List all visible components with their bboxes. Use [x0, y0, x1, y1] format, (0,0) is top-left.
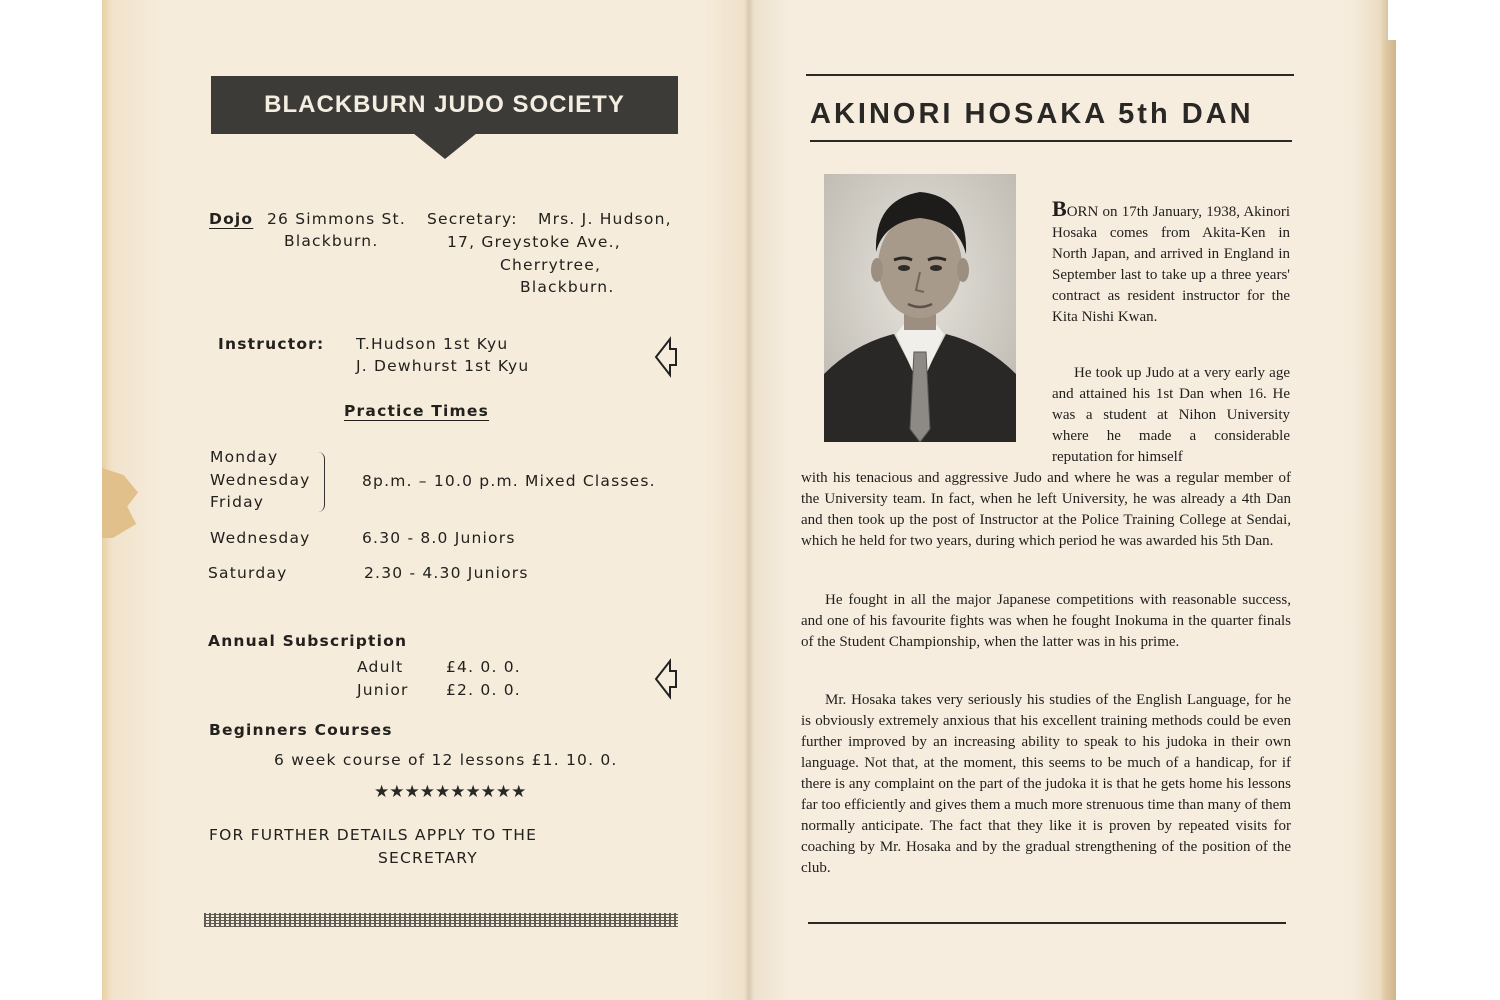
society-banner [211, 76, 678, 134]
practice-day-monday: Monday [210, 448, 279, 466]
practice-day-friday: Friday [210, 493, 265, 511]
practice-extra-detail-2: 2.30 - 4.30 Juniors [364, 564, 529, 582]
subscription-fee-adult: £4. 0. 0. [446, 658, 521, 676]
portrait-photo [824, 174, 1016, 442]
dojo-address-line-1: 26 Simmons St. [267, 210, 406, 228]
decorative-border [204, 913, 678, 927]
banner-arrow-icon [413, 133, 477, 159]
instructor-label: Instructor: [218, 335, 325, 353]
hollow-arrow-icon [654, 658, 678, 700]
dojo-address-line-2: Blackburn. [284, 232, 379, 250]
beginners-detail: 6 week course of 12 lessons £1. 10. 0. [274, 751, 618, 769]
bio-paragraph-2-part-2: with his tenacious and aggressive Judo and where he was a regular member of the University team. In fact, when he left University, he was already a 4th Dan and then took up the post of Instructor at the Police Training College at Sendai, which he held for two years, during which period he was awarded his 5th Dan. [801, 470, 1291, 549]
bio-paragraph-4: Mr. Hosaka takes very seriously his studies of the English Language, for he is obviously extremely anxious that his excellent training methods could be even further improved by an increasing ability to speak to his judoka in their own language. Not that, at the moment, this seems to be much of a handicap, for if there is any complaint on the part of the judoka it is that he gets home his lessons far too efficiently and gives them a much more strenuous time than many of them normally anticipate. The fact that they like it is proven by repeated visits for coaching by Mr. Hosaka and by the gradual strengthening of the position of the club. [801, 692, 1291, 876]
heading-rule [810, 140, 1292, 142]
secretary-address-line-3: Blackburn. [520, 278, 615, 296]
subscription-fee-junior: £2. 0. 0. [446, 681, 521, 699]
instructor-1: T.Hudson 1st Kyu [356, 335, 509, 353]
dropcap: B [1052, 196, 1067, 221]
footer-line-1: FOR FURTHER DETAILS APPLY TO THE [209, 826, 538, 844]
subscription-heading: Annual Subscription [208, 632, 408, 650]
portrait-image [824, 174, 1016, 442]
practice-times-heading: Practice Times [344, 402, 490, 420]
practice-extra-detail-1: 6.30 - 8.0 Juniors [362, 529, 516, 547]
beginners-heading: Beginners Courses [209, 721, 393, 739]
day-group-bracket [318, 452, 325, 512]
footer-line-2: SECRETARY [378, 849, 478, 867]
bio-paragraph-3: He fought in all the major Japanese competitions with reasonable success, and one of his favourite fights was when he fought Inokuma in the quarter finals of the Student Championship, when the latter was in his prime. [801, 592, 1291, 650]
page-edge [1382, 40, 1396, 1000]
hollow-arrow-icon [654, 336, 678, 378]
bottom-rule [808, 922, 1286, 924]
subscription-type-adult: Adult [357, 658, 404, 676]
page-heading: AKINORI HOSAKA 5th DAN [810, 98, 1254, 130]
practice-extra-day-2: Saturday [208, 564, 288, 582]
secretary-address-line-1: 17, Greystoke Ave., [447, 233, 621, 251]
banner-title: BLACKBURN JUDO SOCIETY [264, 91, 625, 118]
subscription-type-junior: Junior [357, 681, 409, 699]
secretary-name: Mrs. J. Hudson, [538, 210, 672, 228]
bio-paragraph-1-text: ORN on 17th January, 1938, Akinori Hosaka comes from Akita-Ken in North Japan, and arrived in England in September last to take up a three years' contract as resident instructor for the Kita Nishi Kwan. [1052, 204, 1290, 325]
top-rule [806, 74, 1294, 76]
practice-group-time: 8p.m. – 10.0 p.m. Mixed Classes. [362, 472, 656, 490]
booklet-gutter [744, 0, 754, 1000]
practice-day-wednesday: Wednesday [210, 471, 311, 489]
secretary-address-line-2: Cherrytree, [500, 256, 602, 274]
star-divider: ★★★★★★★★★★ [374, 782, 527, 802]
instructor-2: J. Dewhurst 1st Kyu [356, 357, 530, 375]
bio-paragraph-1 [1052, 198, 1290, 328]
secretary-label: Secretary: [427, 210, 518, 228]
dojo-label: Dojo [209, 210, 254, 228]
practice-extra-day-1: Wednesday [210, 529, 311, 547]
bio-paragraph-2-part-1: He took up Judo at a very early age and attained his 1st Dan when 16. He was a student at Nihon University where he made a considerable reputation for himself [1052, 365, 1290, 465]
